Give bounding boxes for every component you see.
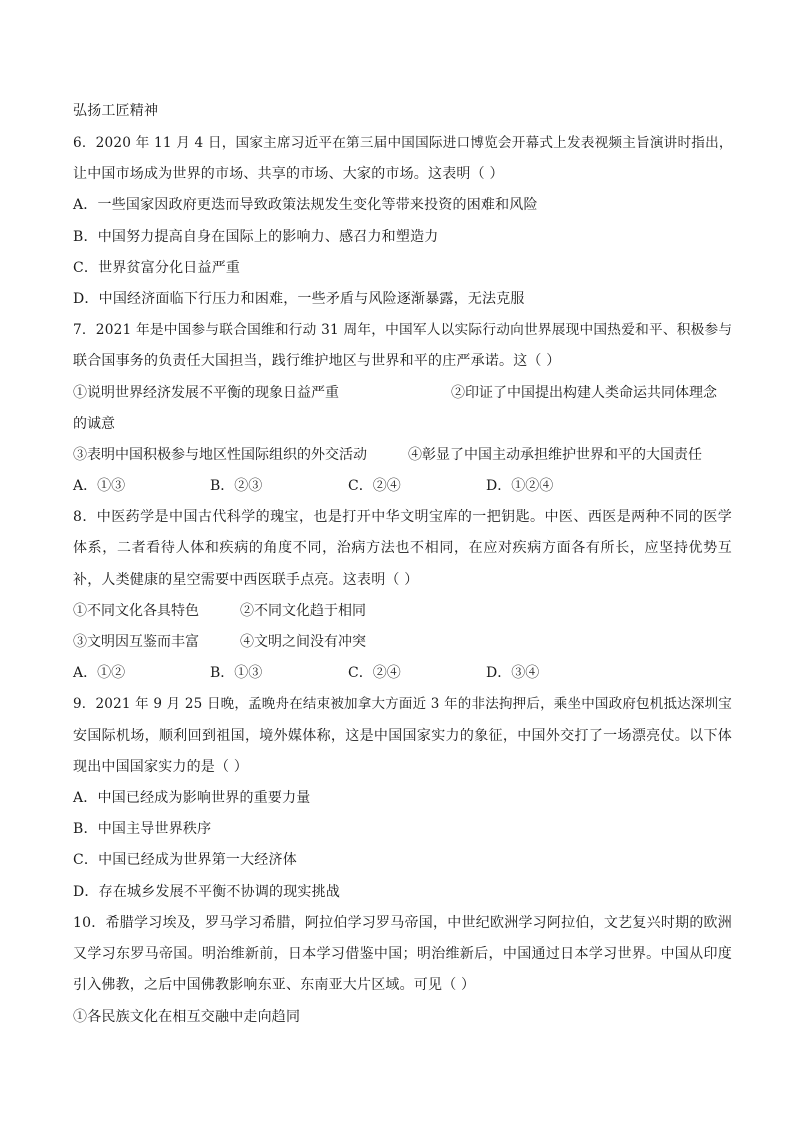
q7-choice-d: D．①②④ (486, 478, 554, 494)
q6-option-d: D．中国经济面临下行压力和困难，一些矛盾与风险逐渐暴露，无法克服 (73, 291, 525, 307)
q7-choice-a: A．①③ (73, 478, 126, 494)
q7-statement-4: ④彰显了中国主动承担维护世界和平的大国责任 (408, 447, 702, 463)
intro-text: 弘扬工匠精神 (73, 103, 159, 119)
q8-choice-c: C．②④ (348, 665, 401, 681)
q7-statement-2: ②印证了中国提出构建人类命运共同体理念 (451, 385, 717, 401)
q8-statement-2: ②不同文化趋于相同 (240, 603, 366, 619)
q9-stem-line-1: 9．2021 年 9 月 25 日晚，孟晚舟在结束被加拿大方面近 3 年的非法拘押后，乘坐中国政府包机抵达深圳宝 (73, 696, 732, 712)
q9-option-c: C．中国已经成为世界第一大经济体 (73, 852, 297, 868)
q7-stem-line-1: 7．2021 年是中国参与联合国维和行动 31 周年，中国军人以实际行动向世界展现中国热爱和平、积极参与 (73, 322, 733, 338)
q8-choice-a: A．①② (73, 665, 126, 681)
q10-stem-line-3: 引入佛教，之后中国佛教影响东亚、东南亚大片区域。可见（ ） (73, 977, 476, 993)
q7-choice-c: C．②④ (348, 478, 401, 494)
q9-option-b: B．中国主导世界秩序 (73, 821, 212, 837)
q8-stem-line-2: 体系，二者看待人体和疾病的角度不同，治病方法也不相同，在应对疾病方面各有所长，应坚持优势互 (73, 540, 732, 556)
q8-stem-line-1: 8．中医药学是中国古代科学的瑰宝，也是打开中华文明宝库的一把钥匙。中医、西医是两种不同的医学 (73, 509, 732, 525)
q8-statement-3: ③文明因互鉴而丰富 (73, 634, 199, 650)
q8-statement-4: ④文明之间没有冲突 (240, 634, 366, 650)
q7-stem-line-2: 联合国事务的负责任大国担当，践行维护地区与世界和平的庄严承诺。这（ ） (73, 353, 561, 369)
q10-statement-1: ①各民族文化在相互交融中走向趋同 (73, 1009, 301, 1025)
q9-stem-line-2: 安国际机场，顺利回到祖国，境外媒体称，这是中国国家实力的象征，中国外交打了一场漂亮仗。以下体 (73, 728, 732, 744)
q6-option-a: A．一些国家因政府更迭而导致政策法规发生变化等带来投资的困难和风险 (73, 197, 538, 213)
q9-stem-line-3: 现出中国国家实力的是（ ） (73, 759, 249, 775)
q9-option-a: A．中国已经成为影响世界的重要力量 (73, 790, 311, 806)
q6-stem-line-2: 让中国市场成为世界的市场、共享的市场、大家的市场。这表明（ ） (73, 166, 504, 182)
q8-statement-1: ①不同文化各具特色 (73, 603, 199, 619)
q6-option-b: B．中国努力提高自身在国际上的影响力、感召力和塑造力 (73, 229, 439, 245)
q10-stem-line-2: 又学习东罗马帝国。明治维新前，日本学习借鉴中国；明治维新后，中国通过日本学习世界。中国从印度 (73, 946, 732, 962)
q6-option-c: C．世界贫富分化日益严重 (73, 260, 241, 276)
q7-statement-1: ①说明世界经济发展不平衡的现象日益严重 (73, 385, 339, 401)
q6-stem-line-1: 6．2020 年 11 月 4 日，国家主席习近平在第三届中国国际进口博览会开幕式上发表视频主旨演讲时指出， (73, 135, 733, 151)
q8-stem-line-3: 补，人类健康的星空需要中西医联手点亮。这表明（ ） (73, 572, 419, 588)
q7-statement-2-cont: 的诚意 (73, 416, 115, 432)
q8-choice-b: B．①③ (210, 665, 263, 681)
q8-choice-d: D．③④ (486, 665, 540, 681)
q9-option-d: D．存在城乡发展不平衡不协调的现实挑战 (73, 884, 341, 900)
q10-stem-line-1: 10．希腊学习埃及，罗马学习希腊，阿拉伯学习罗马帝国，中世纪欧洲学习阿拉伯，文艺复兴时期的欧洲 (73, 915, 732, 931)
q7-choice-b: B．②③ (210, 478, 263, 494)
q7-statement-3: ③表明中国积极参与地区性国际组织的外交活动 (73, 447, 367, 463)
